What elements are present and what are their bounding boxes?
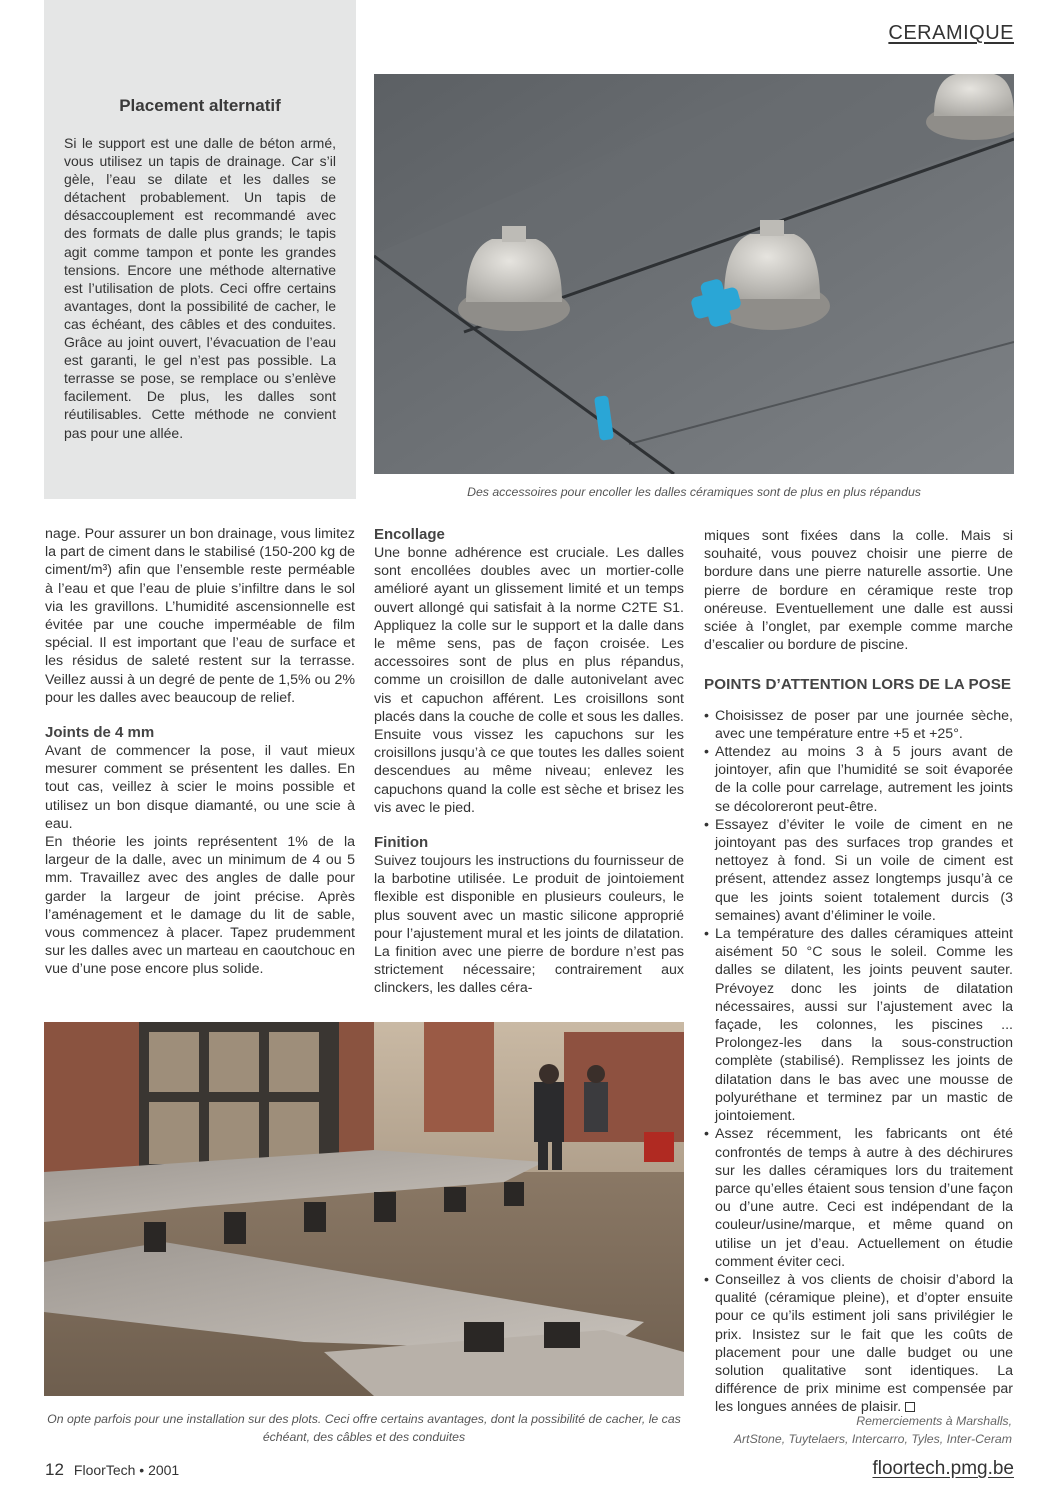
terrace-installation-illustration — [44, 1022, 684, 1396]
list-item: • Attendez au moins 3 à 5 jours avant de jointoyer, afin que l’humidité se soit évaporée de la colle pour carrelage, autrement les joints se décoloreront peut-être. — [704, 743, 1013, 816]
sidebar-title: Placement alternatif — [119, 96, 281, 115]
subheading-encollage: Encollage — [374, 526, 445, 543]
magazine-issue: FloorTech • 2001 — [73, 1462, 180, 1478]
subheading-finition: Finition — [374, 834, 429, 852]
footer-folio — [45, 1460, 179, 1480]
list-item: • Essayez d’éviter le voile de ciment en ne jointoyant pas des surfaces trop grandes et nettoyez à fond. Si un voile de ciment est présent, attendez assez longtemps jusqu’à ce que les joints soient totalement durcis (3 semaines) avant d’éliminer le voile. — [704, 816, 1013, 925]
sidebar-box — [44, 0, 356, 499]
subheading-joints: Joints de 4 mm — [45, 724, 155, 742]
paragraph: Suivez toujours les instructions du fournisseur de la barbotine utilisée. Le produit de jointoiement flexible est disponible en plusieurs couleurs, le plus souvent avec un mastic silicone approprié pour l’ajustement mural et les joints de dilatation. La finition avec une pierre de bordure n’est pas strictement nécessaire; contrairement aux clinckers, les dalles céra- — [374, 853, 684, 997]
article-column-2 — [374, 525, 684, 998]
attention-list — [704, 707, 1013, 1417]
list-item — [704, 1271, 1013, 1417]
end-mark-icon — [905, 1402, 915, 1412]
sidebar-text: Si le support est une dalle de béton armé, vous utilisez un tapis de drainage. Car s’il gèle, l’eau se dilate et les dalles se détachent probablement. Un tapis de désaccouplement est recommandé avec des formats de dalle plus grands; le tapis agit comme tampon et ponte les grandes tensions. Encore une méthode alternative est l’utilisation de plots. Ceci offre certains avantages, dont la possibilité de cacher, le cas échéant, des câbles et des conduites. Grâce au joint ouvert, l’évacuation de l’eau est garanti, le gel n’est pas possible. La terrasse se pose, se remplace ou s’enlève facilement. De plus, les dalles sont réutilisables. Cette méthode ne convient pas pour une allée. — [64, 135, 336, 441]
paragraph: Avant de commencer la pose, il vaut mieux mesurer comment se présentent les dalles. En tout cas, veillez à scier le moins possible et utilisez un bon disque diamanté, ou une scie à eau. — [45, 743, 355, 832]
list-item: • Assez récemment, les fabricants ont été confrontés de temps à autre à des déchirures sur les dalles céramiques lors du traitement parce qu’elles étaient sous tension d’une façon ou d’une autre. Ceci est indépendant de la couleur/usine/marque, et même quand on utilise un jet d’eau. Actuellement on étudie comment éviter ceci. — [704, 1125, 1013, 1271]
photo-top-caption: Des accessoires pour encoller les dalles céramiques sont de plus en plus répandus — [467, 485, 921, 499]
subheading-points-attention: POINTS D’ATTENTION LORS DE LA POSE — [704, 676, 1012, 694]
acknowledgements-line: Remerciements à Marshalls, — [856, 1414, 1012, 1428]
website-link[interactable]: floortech.pmg.be — [872, 1458, 1014, 1479]
paragraph: miques sont fixées dans la colle. Mais si souhaité, vous pouvez choisir une pierre de bordure dans une pierre naturelle assortie. Une pierre de bordure en céramique reste trop onéreuse. Eventuellement une dalle est aussi sciée à l’onglet, par exemple comme marche d’escalier ou bordure de piscine. — [704, 528, 1013, 654]
article-column-1 — [45, 525, 355, 979]
paragraph: Une bonne adhérence est cruciale. Les dalles sont encollées doubles avec un mortier-colle amélioré ayant un glissement limité et un temps ouvert allongé qui satisfait à la norme C2TE S1. Appliquez la colle sur le support et la dalle dans le même sens, pas de façon croisée. Les accessoires sont de plus en plus répandus, comme un croisillon de dalle autonivelant avec vis et capuchon afférent. Les croisillons sont placés dans la couche de colle et sous les dalles. Ensuite vous vissez les capuchons sur les croisillons jusqu’à ce que toutes les dalles soient descendues au même niveau; enlevez les capuchons quand la colle est sèche et brisez les vis avec le pied. — [374, 545, 684, 816]
section-label: CERAMIQUE — [888, 22, 1014, 44]
photo-bottom-caption: On opte parfois pour une installation sur des plots. Ceci offre certains avantages, dont la possibilité de cacher, le cas échéant, des câbles et des conduites — [47, 1412, 681, 1444]
tile-spacers-photo — [374, 74, 1014, 474]
page-number: 12 — [45, 1460, 64, 1479]
tile-spacers-illustration — [374, 74, 1014, 474]
paragraph: nage. Pour assurer un bon drainage, vous limitez la part de ciment dans le stabilisé (150-200 kg de ciment/m³) afin que l’ensemble reste perméable à l’eau et que l’eau de pluie s’infiltre dans le sol via les gravillons. L’humidité ascensionnelle est évitée par une couche imperméable de film spécial. Il est important que l’eau de surface et les résidus de saleté restent sur la terrasse. Veillez aussi à un degré de pente de 1,5% ou 2% pour les dalles avec beaucoup de relief. — [45, 526, 355, 706]
acknowledgements-line: ArtStone, Tuytelaers, Intercarro, Tyles, Inter-Ceram — [733, 1432, 1012, 1446]
list-item: • Choisissez de poser par une journée sèche, avec une température entre +5 et +25°. — [704, 707, 1013, 743]
article-column-3 — [704, 527, 1013, 1417]
terrace-pedestals-photo — [44, 1022, 684, 1396]
list-item: • La température des dalles céramiques atteint aisément 50 °C sous le soleil. Comme les dalles se dilatent, les joints peuvent sauter. Prévoyez donc les joints de dilatation nécessaires, aussi sur l’ajustement avec la façade, les colonnes, les piscines ... Prolongez-les dans la sous-construction complète (stabilisé). Remplissez les joints de dilatation dans le bas avec une mousse de polyuréthane et terminez par un mastic de jointoiement. — [704, 925, 1013, 1125]
paragraph: En théorie les joints représentent 1% de la largeur de la dalle, avec un minimum de 4 ou 5 mm. Travaillez avec des angles de dalle pour garder la largeur de joint précise. Après l’aménagement et le damage du lit de sable, vous commencez à placer. Tapez prudemment sur les dalles avec un marteau en caoutchouc en vue d’une pose encore plus solide. — [45, 834, 355, 978]
acknowledgements — [712, 1412, 1012, 1448]
list-item-text: Conseillez à vos clients de choisir d’abord la qualité (céramique pleine), et d’opter ensuite pour ce qu’ils estiment joli sans privilégier le prix. Insistez sur le fait que les coûts de placement pour une dalle budget ou une solution qualitative sont identiques. La différence de prix minime est compensée par les longues années de plaisir. — [715, 1271, 1013, 1416]
